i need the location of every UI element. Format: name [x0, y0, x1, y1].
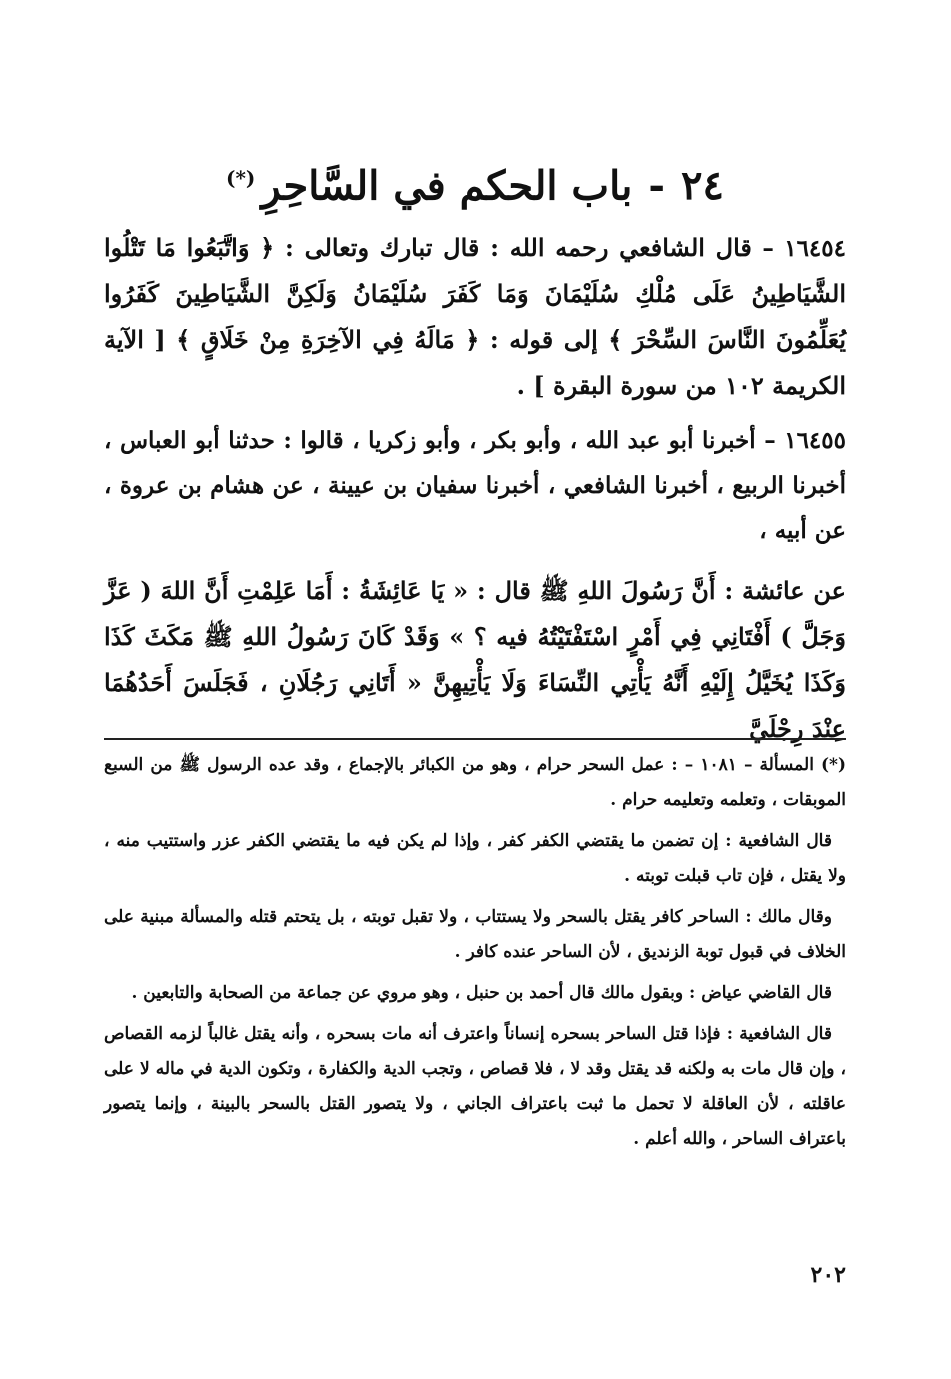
paragraph-text: قال الشافعي رحمه الله : قال تبارك وتعالى : ﴿ وَاتَّبَعُوا مَا تَتْلُوا الشَّيَاطِينُ عَلَى مُلْكِ سُلَيْمَانَ وَمَا كَفَرَ سُلَيْمَانُ وَلَكِنَّ الشَّيَاطِينَ كَفَرُوا يُعَلِّمُونَ النَّاسَ السِّحْرَ ﴾ إلى قوله : ﴿ مَالَهُ فِي الآخِرَةِ مِنْ خَلَاقٍ ﴾ [ الآية الكريمة ١٠٢ من سورة البقرة ] . [104, 233, 846, 400]
footnote-lead: (*) المسألة – ١٠٨١ – : [671, 755, 846, 775]
chapter-number: ٢٤ [681, 162, 724, 210]
footnote-mark: (*) [226, 166, 256, 190]
chapter-separator: - [648, 162, 666, 210]
footnote-item [104, 976, 846, 1011]
hadith-paragraph-16454 [104, 225, 846, 409]
footnote-item [104, 824, 846, 894]
page-number: ٢٠٢ [810, 1262, 846, 1288]
hadith-matn-paragraph [104, 568, 846, 752]
footnote-text: وقال مالك : الساحر كافر يقتل بالسحر ولا يستتاب ، ولا تقبل توبته ، بل يتحتم قتله والمسألة مبنية على الخلاف في قبول توبة الزنديق ، لأن الساحر عنده كافر . [104, 907, 846, 962]
paragraph-text: أخبرنا أبو عبد الله ، وأبو بكر ، وأبو زكريا ، قالوا : حدثنا أبو العباس ، أخبرنا الربيع ، أخبرنا الشافعي ، أخبرنا سفيان بن عيينة ، عن هشام بن عروة ، عن أبيه ، [104, 427, 846, 544]
footnote-text: قال الشافعية : إن تضمن ما يقتضي الكفر كفر ، وإذا لم يكن فيه ما يقتضي الكفر عزر واستتيب منه ، ولا يقتل ، فإن تاب قبلت توبته . [104, 831, 846, 886]
paragraph-number: ١٦٤٥٥ – [764, 427, 846, 454]
footnote-divider [104, 738, 846, 740]
footnotes [104, 748, 846, 1163]
paragraph-number: ١٦٤٥٤ – [762, 235, 846, 262]
paragraph-text: عن عائشة : أَنَّ رَسُولَ اللهِ ﷺ قال : « يَا عَائِشَةُ : أَمَا عَلِمْتِ أَنَّ اللهَ ( عَزَّ وَجَلَّ ) أَفْتَانِي فِي أَمْرٍ اسْتَفْتَيْتُهُ فيه ؟ » وَقَدْ كَانَ رَسُولُ اللهِ ﷺ مَكَثَ كَذَا وَكَذَا يُخَيَّلُ إِلَيْهِ أَنَّهُ يَأْتِي النِّسَاءَ وَلَا يَأْتِيهِنَّ « أَتَانِي رَجُلَانِ ، فَجَلَسَ أَحَدُهُمَا عِنْدَ رِجْلَيَّ [104, 576, 846, 743]
footnote-text: قال الشافعية : فإذا قتل الساحر بسحره إنساناً واعترف أنه مات بسحره ، وأنه يقتل غالباً لزمه القصاص ، وإن قال مات به ولكنه قد يقتل وقد لا ، فلا قصاص ، وتجب الدية والكفارة ، وتكون الدية في ماله لا على عاقلته ، لأن العاقلة لا تحمل ما ثبت باعتراف الجاني ، ولا يتصور القتل بالسحر بالبينة ، وإنما يتصور باعتراف الساحر ، والله أعلم . [104, 1024, 846, 1149]
footnote-item [104, 748, 846, 818]
footnote-item [104, 900, 846, 970]
footnote-text: عمل السحر حرام ، وهو من الكبائر بالإجماع ، وقد عده الرسول ﷺ من السبع الموبقات ، وتعلمه وتعليمه حرام . [104, 755, 846, 810]
footnote-item [104, 1017, 846, 1157]
footnote-text: قال القاضي عياض : وبقول مالك قال أحمد بن حنبل ، وهو مروي عن جماعة من الصحابة والتابعين . [131, 983, 832, 1003]
chapter-title: باب الحكم في السَّاحِرِ [261, 162, 633, 210]
hadith-paragraph-16455 [104, 418, 846, 553]
chapter-heading [100, 148, 850, 216]
